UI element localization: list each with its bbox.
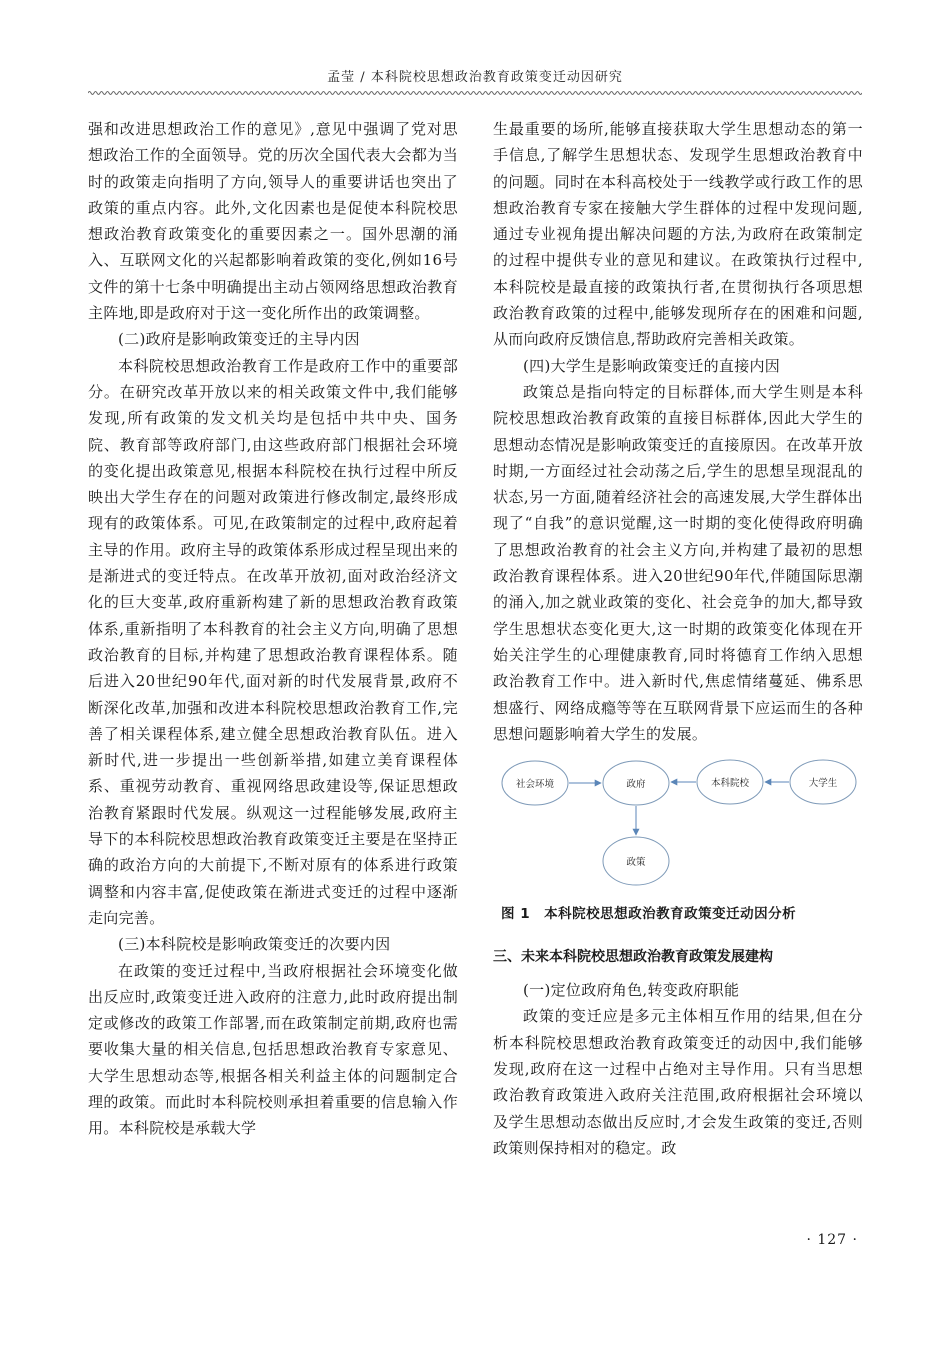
node-policy xyxy=(603,837,669,885)
left-column xyxy=(88,116,458,1142)
node-label: 政府 xyxy=(626,779,646,791)
subheading: (一)定位政府角色,转变政府职能 xyxy=(523,981,740,1000)
node-label: 政策 xyxy=(626,857,646,869)
node-label: 本科院校 xyxy=(710,778,750,790)
paragraph: 强和改进思想政治工作的意见》,意见中强调了党对思想政治工作的全面领导。党的历次全国代表大会都为当时的政策走向指明了方向,领导人的重要讲话也突出了政策的重点内容。此外,文化因素也是促使本科院校思想政治教育政策变化的重要因素之一。国外思潮的涌入、互联网文化的兴起都影响着政策的变化,例如16号文件的第十七条中明确提出主动占领网络思想政治教育主阵地,即是政府对于这一变化所作出的政策调整。 xyxy=(88,120,458,323)
page-number: · 127 · xyxy=(806,1232,858,1248)
right-column xyxy=(493,116,863,1161)
running-header: 孟莹 / 本科院校思想政治教育政策变迁动因研究 xyxy=(327,70,623,85)
node-students xyxy=(790,760,856,804)
node-social-environment xyxy=(502,761,568,805)
figure-diagram xyxy=(493,755,863,895)
node-label: 社会环境 xyxy=(515,779,555,791)
paragraph: 政策总是指向特定的目标群体,而大学生则是本科院校思想政治教育政策的直接目标群体,因此大学生的思想动态情况是影响政策变迁的直接原因。在改革开放时期,一方面经过社会动荡之后,学生的思想呈现混乱的状态,另一方面,随着经济社会的高速发展,大学生群体出现了“自我”的意识觉醒,这一时期的变化使得政府明确了思想政治教育的社会主义方向,并构建了最初的思想政治教育课程体系。进入20世纪90年代,伴随国际思潮的涌入,加之就业政策的变化、社会竞争的加大,都导致学生思想状态变化更大,这一时期的政策变化体现在开始关注学生的心理健康教育,同时将德育工作纳入思想政治教育工作中。进入新时代,焦虑情绪蔓延、佛系思想盛行、网络成瘾等等在互联网背景下应运而生的各种思想问题影响着大学生的发展。 xyxy=(493,382,863,743)
node-label: 大学生 xyxy=(808,778,838,790)
paragraph: 本科院校思想政治教育工作是政府工作中的重要部分。在研究改革开放以来的相关政策文件中,我们能够发现,所有政策的发文机关均是包括中共中央、国务院、教育部等政府部门,由这些政府部门根据社会环境的变化提出政策意见,根据本科院校在执行过程中所反映出大学生存在的问题对政策进行修改制定,最终形成现有的政策体系。可见,在政策制定的过程中,政府起着主导的作用。政府主导的政策体系形成过程呈现出来的是渐进式的变迁特点。在改革开放初,面对政治经济文化的巨大变革,政府重新构建了新的思想政治教育政策体系,重新指明了本科教育的社会主义方向,明确了思想政治教育的目标,并构建了思想政治教育课程体系。随后进入20世纪90年代,面对新的时代发展背景,政府不断深化改革,加强和改进本科院校思想政治教育工作,完善了相关课程体系,建立健全思想政治教育队伍。进入新时代,进一步提出一些创新举措,如建立美育课程体系、重视劳动教育、重视网络思政建设等,保证思想政治教育紧跟时代发展。纵观这一过程能够发展,政府主导下的本科院校思想政治教育政策变迁主要是在坚持正确的政治方向的大前提下,不断对原有的体系进行政策调整和内容丰富,促使政策在渐进式变迁的过程中逐渐走向完善。 xyxy=(88,356,458,927)
figure-number: 图 1 xyxy=(501,906,531,923)
paragraph: 在政策的变迁过程中,当政府根据社会环境变化做出反应时,政策变迁进入政府的注意力,此时政府提出制定或修改的政策工作部署,而在政策制定前期,政府也需要收集大量的相关信息,包括思想政治教育专家意见、大学生思想动态等,根据各相关利益主体的问题制定合理的政策。而此时本科院校则承担着重要的信息输入作用。本科院校是承载大学 xyxy=(88,961,458,1138)
figure-caption xyxy=(493,903,863,925)
subheading: (二)政府是影响政策变迁的主导内因 xyxy=(118,330,360,349)
header-wavy-rule xyxy=(88,88,862,98)
paragraph: 政策的变迁应是多元主体相互作用的结果,但在分析本科院校思想政治教育政策变迁的动因中,我们能够发现,政府在这一过程中占绝对主导作用。只有当思想政治教育政策进入政府关注范围,政府根据社会环境以及学生思想动态做出反应时,才会发生政策的变迁,否则政策则保持相对的稳定。政 xyxy=(493,1007,863,1157)
node-university xyxy=(697,760,763,804)
subheading: (三)本科院校是影响政策变迁的次要内因 xyxy=(118,935,391,954)
figure-title: 本科院校思想政治教育政策变迁动因分析 xyxy=(544,906,797,923)
paragraph: 生最重要的场所,能够直接获取大学生思想动态的第一手信息,了解学生思想状态、发现学生思想政治教育中的问题。同时在本科高校处于一线教学或行政工作的思想政治教育专家在接触大学生群体的过程中发现问题,通过专业视角提出解决问题的方法,为政府在政策制定的过程中提供专业的意见和建议。在政策执行过程中,本科院校是最直接的政策执行者,在贯彻执行各项思想政治教育政策的过程中,能够发现所存在的困难和问题,从而向政府反馈信息,帮助政府完善相关政策。 xyxy=(493,120,863,349)
subheading: (四)大学生是影响政策变迁的直接内因 xyxy=(523,356,781,375)
node-government xyxy=(603,761,669,805)
section-heading: 三、未来本科院校思想政治教育政策发展建构 xyxy=(493,949,773,966)
